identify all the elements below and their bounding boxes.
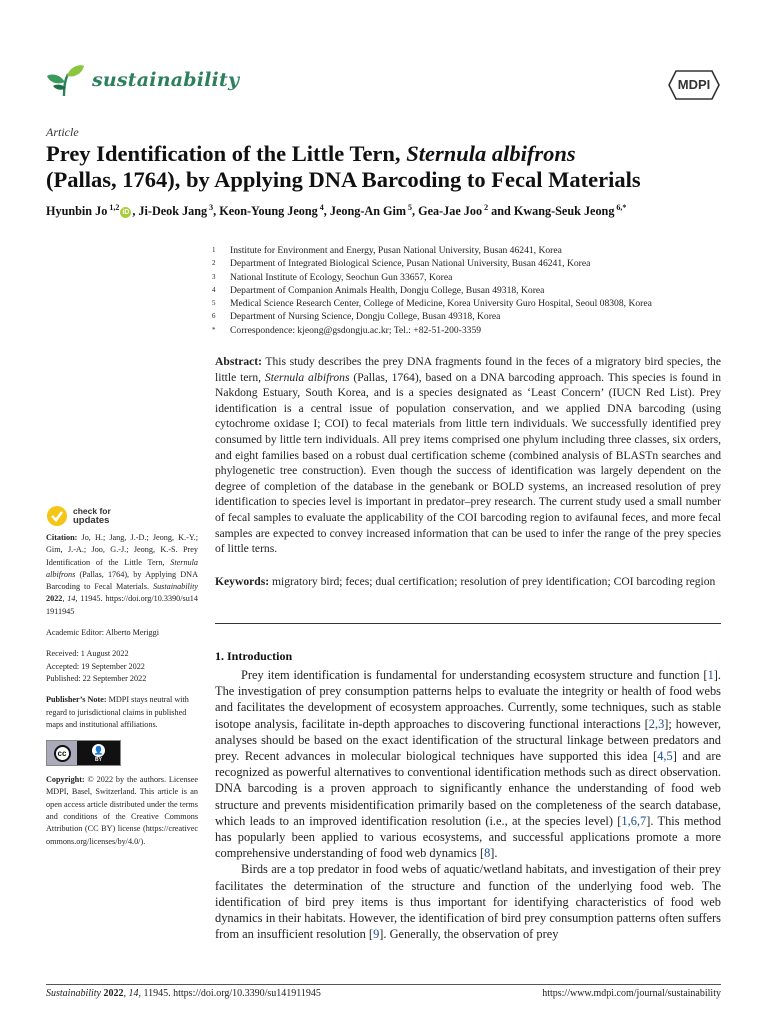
sidebar xyxy=(46,532,198,857)
reference-link[interactable]: 1 xyxy=(707,668,714,682)
author-affiliation-sup: 6,* xyxy=(614,203,627,212)
check-updates-icon xyxy=(46,505,68,527)
author-name[interactable]: Jeong-An Gim xyxy=(329,204,407,219)
affiliation-item: 1 Institute for Environment and Energy, Pusan National University, Busan 46241, Korea xyxy=(212,245,562,256)
cc-by-license-badge[interactable]: cc 👤 BY xyxy=(46,740,121,766)
check-for-updates-button[interactable]: check for updates xyxy=(46,505,111,527)
reference-link[interactable]: 2,3 xyxy=(648,716,665,731)
reference-link[interactable]: 4,5 xyxy=(657,749,673,764)
license-link[interactable]: https://creativecommons.org/licenses/by/4.0/ xyxy=(46,824,198,846)
orcid-icon[interactable]: iD xyxy=(122,208,130,216)
footer-divider xyxy=(46,984,721,985)
dates: Received: 1 August 2022 Accepted: 19 September 2022 Published: 22 September 2022 xyxy=(46,649,147,683)
section-heading: 1. Introduction xyxy=(215,649,293,663)
body-text xyxy=(215,667,721,942)
article-title: Prey Identification of the Little Tern, Sternula albifrons (Pallas, 1764), by Applying DNA Barcoding to Fecal Materials xyxy=(46,141,641,192)
plant-sprout-icon xyxy=(46,62,86,98)
abstract: Abstract: This study describes the prey DNA fragments found in the feces of a migratory bird species, the little tern, Sternula albifrons (Pallas, 1764), based on a DNA barcoding approach. This species is found in Nakdong Estuary, South Korea, and is a species designated as ‘Least Concern’ (IUCN Red List). Prey identification is a central issue of population conservation, and we applied DNA barcoding (using cytochrome oxidase I; COI) to fecal materials from little tern individuals. We successfully identified prey consumed by little tern individuals. All prey items comprised one phylum including three classes, six orders, and eight families based on a robust dual certification scheme (combined analysis of BLASTn searches and phylogenetic tree construction). Even though the success of identification was largely dependent on the degree of completion of the database in the genebank or BOLD systems, an increased resolution of prey identification to species level is important in predator–prey research. The current study used a small number of fecal samples to evaluate the applicability of the COI barcoding region to avifaunal feces, and more fecal samples are expected to convey increased information that can be used to infer the range of the prey species of little terns. xyxy=(215,355,721,556)
author-name[interactable]: Kwang-Seuk Jeong xyxy=(513,204,615,219)
citation-doi-link[interactable]: https://doi.org/10.3390/su141911945 xyxy=(46,594,198,616)
paragraph: Birds are a top predator in food webs of aquatic/wetland habitats, and investigation of their prey facilitates the determination of the structure and function of the underlying food web. The identification of bird prey items is thus important for identifying characteristics of food web dynamics in their habitats. However, the identification of bird prey consumption patterns often suffers from an insufficient resolution [9]. Generally, the observation of prey xyxy=(215,862,721,942)
article-type: Article xyxy=(46,125,79,139)
journal-logo[interactable] xyxy=(46,62,239,98)
footer-journal-url[interactable]: https://www.mdpi.com/journal/sustainability xyxy=(542,988,721,999)
author-affiliation-sup: 3 xyxy=(207,203,214,212)
reference-link[interactable]: 9 xyxy=(373,927,380,942)
author-name[interactable]: Keon-Young Jeong xyxy=(219,204,318,219)
affiliation-item: 4 Department of Companion Animals Health, Dongju College, Busan 49318, Korea xyxy=(212,284,545,296)
affiliation-item: 6 Department of Nursing Science, Dongju College, Busan 49318, Korea xyxy=(212,311,501,323)
author-affiliation-sup: 2 xyxy=(482,203,489,212)
affiliation-item: 3 National Institute of Ecology, Seochun Gun 33657, Korea xyxy=(212,271,453,283)
keywords: Keywords: migratory bird; feces; dual certification; resolution of prey identification; COI barcoding region xyxy=(215,575,716,588)
author-name[interactable]: Hyunbin Jo xyxy=(46,204,108,219)
author-name[interactable]: Gea-Jae Joo xyxy=(418,204,483,219)
copyright-notice: Copyright: © 2022 by the authors. Licensee MDPI, Basel, Switzerland. This article is an open access article distributed under the terms and conditions of the Creative Commons Attribution (CC BY) license (https://creativecommons.org/licenses/by/4.0/). xyxy=(46,775,198,846)
mdpi-logo[interactable] xyxy=(668,70,720,105)
journal-name: sustainability xyxy=(92,69,240,91)
reference-link[interactable]: 8 xyxy=(484,846,491,861)
section-divider xyxy=(215,623,721,624)
author-affiliation-sup: 5 xyxy=(406,203,413,212)
creative-commons-icon: cc xyxy=(54,745,71,762)
affiliation-item: 2 Department of Integrated Biological Science, Pusan National University, Busan 46241, Korea xyxy=(212,258,591,270)
academic-editor: Academic Editor: Alberto Meriggi xyxy=(46,628,160,638)
attribution-person-icon: 👤 xyxy=(93,745,104,755)
mdpi-logo-text: MDPI xyxy=(677,77,711,92)
reference-link[interactable]: 1,6,7 xyxy=(621,813,647,828)
affiliation-item: 5 Medical Science Research Center, College of Medicine, Korea University Guro Hospital, Seoul 08308, Korea xyxy=(212,298,652,310)
author-affiliation-sup: 4 xyxy=(317,203,324,212)
affiliation-list xyxy=(212,244,732,337)
author-affiliation-sup: 1,2 xyxy=(107,203,120,212)
author-name[interactable]: Ji-Deok Jang xyxy=(138,204,208,219)
author-list: Hyunbin Jo $^{1,2}$iD , Ji-Deok Jang $^3$, Keon-Young Jeong $^4$, Jeong-An Gim $^5$, Gea-Jae Joo $^2$ and Kwang-Seuk Jeong $^{6,*}$ xyxy=(46,203,627,219)
publisher-note: Publisher’s Note: MDPI stays neutral with regard to jurisdictional claims in published maps and institutional affiliations. xyxy=(46,695,189,729)
footer-citation: Sustainability 2022, 14, 11945. https://doi.org/10.3390/su141911945 xyxy=(46,988,321,999)
affiliation-item: * Correspondence: kjeong@gsdongju.ac.kr; Tel.: +82-51-200-3359 xyxy=(212,324,482,336)
citation: Citation: Jo, H.; Jang, J.-D.; Jeong, K.-Y.; Gim, J.-A.; Joo, G.-J.; Jeong, K.-S. Prey Identification of the Little Tern, Sternula albifrons (Pallas, 1764), by Applying DNA Barcoding to Fecal Materials. Sustainability 2022, 14, 11945. https://doi.org/10.3390/su141911945 xyxy=(46,533,198,616)
paragraph: Prey item identification is fundamental for understanding ecosystem structure and function [1]. The investigation of prey consumption patterns helps to evaluate the integrity or health of food webs and facilitates the development of ecosystem approaches. Currently, some techniques, such as stable isotope analysis, facilitate in-depth approaches to discovering functional interactions [2,3]; however, analyses should be based on the exact identification of the structural linkage between predators and prey. Recent advances in molecular biological techniques have supported this idea [4,5] and are recognized as powerful alternatives to conventional identification methods such as direct observation. DNA barcoding is a proven approach to significantly enhance the understanding of food web structure and prevents misidentification primarily based on the completeness of the search database, which leads to an improved identification resolution (i.e., at the species level) [1,6,7]. This method has popularly been applied to various ecosystems, and successful applications promote a more comprehensive understanding of food web dynamics [8]. xyxy=(215,668,722,861)
